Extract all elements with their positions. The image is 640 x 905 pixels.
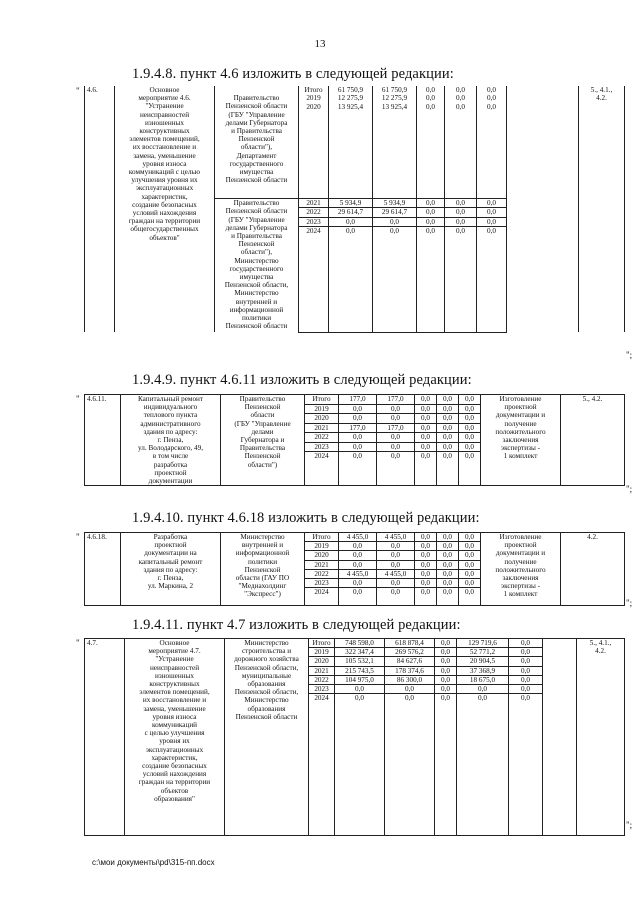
amount-cell: 0,0 <box>437 542 459 551</box>
amount-cell: 0,0 <box>377 560 415 569</box>
executor-cell: Министерство строительства и дорожного хозяйства Пензенской области, муниципальные образования Пензенской области, Министерство образования Пензенской области <box>225 639 309 836</box>
amount-cell: 0,0 <box>477 86 507 94</box>
open-quote-3: " <box>76 532 80 542</box>
amount-cell: 0,0 <box>477 226 507 332</box>
amount-cell: 0,0 <box>477 199 507 208</box>
amount-cell: 0,0 <box>435 666 457 675</box>
link-cell: 5., 4.2. <box>561 395 625 486</box>
amount-cell: 13 925,4 <box>329 103 373 199</box>
amount-cell: 0,0 <box>339 560 377 569</box>
result-cell <box>543 639 577 836</box>
amount-cell: 0,0 <box>417 94 445 103</box>
amount-cell: 0,0 <box>509 675 543 684</box>
executor-cell: Правительство Пензенской области (ГБУ "Управление делами Губернатора и Правительства Пензенской области"), Министерство государственного имущества Пензенской области, Министерство внутренней и информационной политики Пензенской области <box>215 199 299 333</box>
amount-cell: 0,0 <box>339 404 377 414</box>
amount-cell: 0,0 <box>435 685 457 694</box>
amount-cell: 0,0 <box>435 694 457 836</box>
amount-cell: 0,0 <box>417 199 445 208</box>
amount-cell: 0,0 <box>437 560 459 569</box>
amount-cell: 0,0 <box>509 648 543 657</box>
amount-cell: 269 576,2 <box>385 648 435 657</box>
amount-cell: 37 368,9 <box>457 666 509 675</box>
amount-cell: 0,0 <box>459 533 481 542</box>
amount-cell: 0,0 <box>437 579 459 588</box>
amount-cell: 0,0 <box>437 395 459 405</box>
amount-cell: 5 934,9 <box>373 199 417 208</box>
amount-cell: 0,0 <box>415 404 437 414</box>
item-name: Основное мероприятие 4.6. "Устранение неисправностей изношенных конструктивных элементов помещений, их восстановление и замена, уменьшение уровня износа коммуникаций с целью улучшения уровня их эксплуатационных характеристик, создание безопасных условий нахождения граждан на территории общегосударственных объектов" <box>115 86 215 332</box>
amount-cell: 0,0 <box>339 588 377 606</box>
amount-cell: 0,0 <box>415 395 437 405</box>
amount-cell: 0,0 <box>385 694 435 836</box>
amount-cell: 0,0 <box>509 639 543 648</box>
amount-cell: 0,0 <box>415 423 437 433</box>
year-cell: 2021 <box>309 666 335 675</box>
year-cell: 2023 <box>305 442 339 452</box>
year-cell: 2020 <box>309 657 335 666</box>
amount-cell: 0,0 <box>435 648 457 657</box>
result-cell: Изготовление проектной документации и получение положительного заключения экспертизы - 1 комплект <box>481 533 561 606</box>
amount-cell: 29 614,7 <box>329 208 373 217</box>
item-name: Основное мероприятие 4.7. "Устранение неисправностей изношенных конструктивных элементов помещений, их восстановление и замена, уменьшение уровня износа коммуникаций с целью улучшения уровня их эксплуатационных характеристик, создание безопасных условий нахождения граждан на территории объектов образования" <box>125 639 225 836</box>
amount-cell: 0,0 <box>457 685 509 694</box>
amount-cell: 0,0 <box>415 433 437 443</box>
year-cell: Итого <box>299 86 329 94</box>
amount-cell: 0,0 <box>459 414 481 424</box>
amount-cell: 0,0 <box>437 551 459 560</box>
amount-cell: 18 675,0 <box>457 675 509 684</box>
page-number: 13 <box>314 38 326 50</box>
year-cell: 2020 <box>305 414 339 424</box>
year-cell: 2019 <box>305 404 339 414</box>
amount-cell: 61 750,9 <box>329 86 373 94</box>
amount-cell: 215 743,5 <box>335 666 385 675</box>
close-quote-2: "; <box>626 484 633 494</box>
amount-cell: 0,0 <box>339 551 377 560</box>
close-quote-1: "; <box>626 350 633 360</box>
amount-cell: 0,0 <box>377 404 415 414</box>
amount-cell: 0,0 <box>509 685 543 694</box>
amount-cell: 0,0 <box>415 533 437 542</box>
link-cell: 5., 4.1., 4.2. <box>579 86 625 332</box>
year-cell: 2023 <box>305 579 339 588</box>
open-quote-1: " <box>76 86 80 96</box>
amount-cell: 0,0 <box>437 442 459 452</box>
amount-cell: 84 627,6 <box>385 657 435 666</box>
year-cell: 2021 <box>305 560 339 569</box>
year-cell: 2024 <box>305 588 339 606</box>
year-cell: 2024 <box>305 452 339 486</box>
year-cell: 2020 <box>305 551 339 560</box>
result-cell <box>507 86 579 332</box>
close-quote-4: "; <box>626 820 633 830</box>
amount-cell: 0,0 <box>415 579 437 588</box>
amount-cell: 0,0 <box>445 199 477 208</box>
amount-cell: 0,0 <box>445 94 477 103</box>
amount-cell: 0,0 <box>437 414 459 424</box>
amount-cell: 0,0 <box>335 685 385 694</box>
close-quote-3: "; <box>626 598 633 608</box>
section-heading-4-6-18: 1.9.4.10. пункт 4.6.18 изложить в следующей редакции: <box>132 510 480 526</box>
amount-cell: 0,0 <box>377 542 415 551</box>
amount-cell: 5 934,9 <box>329 199 373 208</box>
amount-cell: 0,0 <box>477 217 507 226</box>
amount-cell: 0,0 <box>437 533 459 542</box>
amount-cell: 0,0 <box>373 217 417 226</box>
amount-cell: 0,0 <box>459 433 481 443</box>
amount-cell: 12 275,9 <box>329 94 373 103</box>
amount-cell: 0,0 <box>509 694 543 836</box>
amount-cell: 0,0 <box>335 694 385 836</box>
executor-cell: Правительство Пензенской области (ГБУ "Управление делами Губернатора и Правительства Пензенской области") <box>221 395 305 486</box>
table-4-6-11 <box>84 394 625 486</box>
amount-cell: 0,0 <box>445 217 477 226</box>
year-cell: 2023 <box>309 685 335 694</box>
amount-cell: 0,0 <box>377 414 415 424</box>
amount-cell: 0,0 <box>437 433 459 443</box>
year-cell: 2020 <box>299 103 329 199</box>
amount-cell: 4 455,0 <box>339 533 377 542</box>
section-heading-4-6-11: 1.9.4.9. пункт 4.6.11 изложить в следующей редакции: <box>132 372 472 388</box>
item-number: 4.6. <box>85 86 115 332</box>
amount-cell: 20 904,5 <box>457 657 509 666</box>
amount-cell: 0,0 <box>415 569 437 578</box>
open-quote-4: " <box>76 638 80 648</box>
year-cell: 2021 <box>305 423 339 433</box>
amount-cell: 0,0 <box>459 395 481 405</box>
table-4-7 <box>84 638 625 836</box>
amount-cell: 0,0 <box>329 217 373 226</box>
year-cell: 2021 <box>299 199 329 208</box>
year-cell: 2024 <box>299 226 329 332</box>
amount-cell: 0,0 <box>459 588 481 606</box>
amount-cell: 0,0 <box>339 414 377 424</box>
year-cell: 2022 <box>299 208 329 217</box>
amount-cell: 0,0 <box>459 452 481 486</box>
item-name: Капитальный ремонт индивидуального теплового пункта административного здания по адресу: г. Пенза, ул. Володарского, 49, в том числе разработка проектной документации <box>121 395 221 486</box>
link-cell: 4.2. <box>561 533 625 606</box>
table-4-6 <box>84 86 625 333</box>
section-heading-4-6: 1.9.4.8. пункт 4.6 изложить в следующей редакции: <box>132 66 454 82</box>
amount-cell: 12 275,9 <box>373 94 417 103</box>
amount-cell: 0,0 <box>377 588 415 606</box>
amount-cell: 86 300,0 <box>385 675 435 684</box>
amount-cell: 52 771,2 <box>457 648 509 657</box>
amount-cell: 0,0 <box>415 551 437 560</box>
year-cell: 2019 <box>305 542 339 551</box>
amount-cell: 4 455,0 <box>377 533 415 542</box>
section-heading-4-7: 1.9.4.11. пункт 4.7 изложить в следующей редакции: <box>132 617 461 633</box>
amount-cell: 0,0 <box>437 404 459 414</box>
amount-cell: 0,0 <box>415 414 437 424</box>
amount-cell: 0,0 <box>437 452 459 486</box>
year-cell: 2023 <box>299 217 329 226</box>
year-cell: Итого <box>309 639 335 648</box>
amount-cell: 0,0 <box>339 579 377 588</box>
amount-cell: 0,0 <box>509 657 543 666</box>
amount-cell: 618 878,4 <box>385 639 435 648</box>
amount-cell: 0,0 <box>477 103 507 199</box>
amount-cell: 0,0 <box>457 694 509 836</box>
amount-cell: 0,0 <box>477 94 507 103</box>
amount-cell: 0,0 <box>339 542 377 551</box>
amount-cell: 0,0 <box>415 542 437 551</box>
amount-cell: 0,0 <box>459 542 481 551</box>
amount-cell: 104 975,0 <box>335 675 385 684</box>
amount-cell: 0,0 <box>417 217 445 226</box>
amount-cell: 105 532,1 <box>335 657 385 666</box>
table-4-6-18 <box>84 532 625 606</box>
amount-cell: 0,0 <box>415 588 437 606</box>
amount-cell: 0,0 <box>459 423 481 433</box>
amount-cell: 178 374,6 <box>385 666 435 675</box>
amount-cell: 0,0 <box>445 226 477 332</box>
amount-cell: 0,0 <box>435 675 457 684</box>
amount-cell: 0,0 <box>329 226 373 332</box>
amount-cell: 0,0 <box>445 208 477 217</box>
result-cell: Изготовление проектной документации и получение положительного заключения экспертизы - 1 комплект <box>481 395 561 486</box>
year-cell: 2019 <box>309 648 335 657</box>
amount-cell: 0,0 <box>339 452 377 486</box>
amount-cell: 0,0 <box>415 452 437 486</box>
year-cell: 2019 <box>299 94 329 103</box>
open-quote-2: " <box>76 394 80 404</box>
amount-cell: 0,0 <box>415 560 437 569</box>
amount-cell: 0,0 <box>459 442 481 452</box>
amount-cell: 0,0 <box>377 452 415 486</box>
amount-cell: 0,0 <box>477 208 507 217</box>
amount-cell: 29 614,7 <box>373 208 417 217</box>
amount-cell: 0,0 <box>437 423 459 433</box>
amount-cell: 0,0 <box>373 226 417 332</box>
amount-cell: 177,0 <box>377 423 415 433</box>
year-cell: Итого <box>305 395 339 405</box>
year-cell: Итого <box>305 533 339 542</box>
amount-cell: 0,0 <box>435 657 457 666</box>
amount-cell: 129 719,6 <box>457 639 509 648</box>
amount-cell: 0,0 <box>459 560 481 569</box>
year-cell: 2022 <box>309 675 335 684</box>
amount-cell: 61 750,9 <box>373 86 417 94</box>
amount-cell: 0,0 <box>377 579 415 588</box>
item-number: 4.6.11. <box>85 395 121 486</box>
year-cell: 2022 <box>305 569 339 578</box>
amount-cell: 177,0 <box>339 423 377 433</box>
amount-cell: 0,0 <box>339 433 377 443</box>
amount-cell: 0,0 <box>339 442 377 452</box>
link-cell: 5., 4.1., 4.2. <box>577 639 625 836</box>
amount-cell: 4 455,0 <box>377 569 415 578</box>
amount-cell: 0,0 <box>417 103 445 199</box>
amount-cell: 0,0 <box>459 551 481 560</box>
amount-cell: 0,0 <box>445 86 477 94</box>
amount-cell: 0,0 <box>417 208 445 217</box>
amount-cell: 322 347,4 <box>335 648 385 657</box>
amount-cell: 0,0 <box>437 588 459 606</box>
year-cell: 2022 <box>305 433 339 443</box>
amount-cell: 748 598,0 <box>335 639 385 648</box>
item-number: 4.6.18. <box>85 533 121 606</box>
amount-cell: 0,0 <box>377 442 415 452</box>
amount-cell: 177,0 <box>339 395 377 405</box>
amount-cell: 0,0 <box>417 86 445 94</box>
item-number: 4.7. <box>85 639 125 836</box>
amount-cell: 0,0 <box>459 569 481 578</box>
file-path-footer: c:\мои документы\pd\315-пп.docx <box>92 858 215 867</box>
amount-cell: 0,0 <box>445 103 477 199</box>
amount-cell: 0,0 <box>435 639 457 648</box>
amount-cell: 0,0 <box>415 442 437 452</box>
amount-cell: 13 925,4 <box>373 103 417 199</box>
item-name: Разработка проектной документации на капитальный ремонт здания по адресу: г. Пенза, ул. Маркина, 2 <box>121 533 221 606</box>
amount-cell: 0,0 <box>459 404 481 414</box>
amount-cell: 0,0 <box>377 433 415 443</box>
amount-cell: 0,0 <box>385 685 435 694</box>
amount-cell: 0,0 <box>459 579 481 588</box>
amount-cell: 4 455,0 <box>339 569 377 578</box>
amount-cell: 0,0 <box>509 666 543 675</box>
amount-cell: 177,0 <box>377 395 415 405</box>
executor-cell: Правительство Пензенской области (ГБУ "Управление делами Губернатора и Правительства Пензенской области"), Департамент государственного имущества Пензенской области <box>215 94 299 199</box>
executor-cell: Министерство внутренней и информационной политики Пензенской области (ГАУ ПО "Медиахолдинг "Экспресс") <box>221 533 305 606</box>
amount-cell: 0,0 <box>377 551 415 560</box>
amount-cell: 0,0 <box>437 569 459 578</box>
amount-cell: 0,0 <box>417 226 445 332</box>
year-cell: 2024 <box>309 694 335 836</box>
